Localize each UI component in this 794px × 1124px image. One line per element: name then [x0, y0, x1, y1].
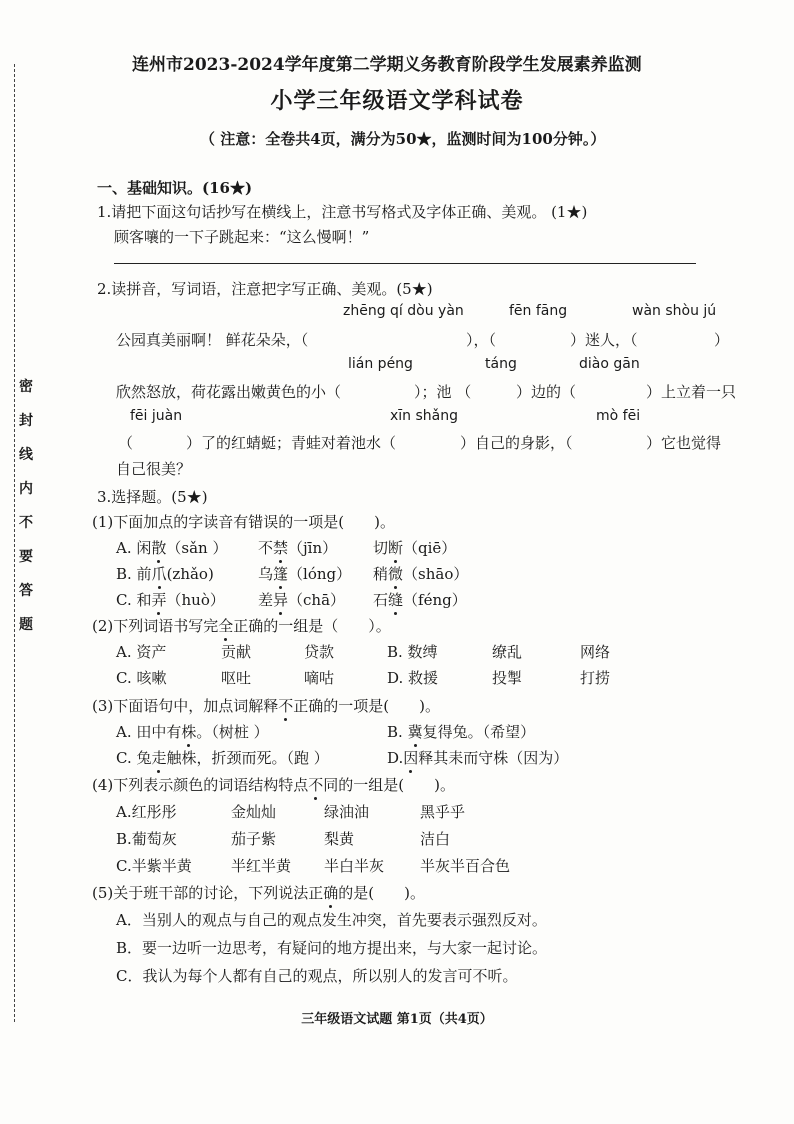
q3-4-option-c[interactable]: C.半紫半黄: [116, 857, 192, 875]
seal-char: 线: [19, 447, 33, 463]
q3-4-word: 半白半灰: [324, 857, 385, 875]
q3-2-word: 贷款: [304, 643, 335, 661]
q2-text: ）它也觉得: [646, 434, 722, 452]
q3-1-option-a3: 切断（qiē）: [373, 539, 457, 557]
pinyin: táng: [485, 356, 517, 372]
q2-text: 自己很美？: [116, 460, 192, 478]
q2-text: 公园真美丽啊！ 鲜花朵朵，（: [116, 331, 309, 349]
seal-char: 密: [19, 379, 33, 395]
q2-text: 欣然怒放，荷花露出嫩黄色的小（: [116, 383, 342, 401]
q3-3-stem: (3)下面语句中，加点词解释不正确的一项是( )。: [92, 697, 440, 715]
q3-4-word: 金灿灿: [231, 803, 277, 821]
q2-text: ），（: [466, 331, 497, 349]
q3-1-option-b3: 稍微（shāo）: [373, 565, 469, 583]
seal-char: 封: [19, 413, 33, 429]
q3-4-option-a[interactable]: A.红彤彤: [116, 803, 177, 821]
q1-prompt: 1.请把下面这句话抄写在横线上，注意书写格式及字体正确、美观。 (1★): [97, 203, 588, 221]
q3-4-word: 半灰半百合色: [420, 857, 511, 875]
q3-2-word: 网络: [580, 643, 611, 661]
exam-title: 连州市2023-2024学年度第二学期义务教育阶段学生发展素养监测: [132, 55, 642, 75]
seal-char: 答: [19, 583, 33, 599]
q3-2-option-c[interactable]: C. 咳嗽: [116, 669, 167, 687]
q3-2-option-a[interactable]: A. 资产: [116, 643, 167, 661]
q3-4-option-b[interactable]: B.葡萄灰: [116, 830, 177, 848]
q3-1-stem: (1)下面加点的字读音有错误的一项是( )。: [92, 513, 395, 531]
seal-char: 题: [19, 617, 33, 633]
pinyin: mò fēi: [596, 408, 641, 424]
q2-text: ）上立着一只: [646, 383, 737, 401]
pinyin: diào gān: [579, 356, 640, 372]
seal-line-notice: [16, 370, 36, 642]
q3-4-stem: (4)下列表示颜色的词语结构特点不同的一组是( )。: [92, 776, 455, 794]
q3-2-stem: (2)下列词语书写完全正确的一组是（ ）。: [92, 617, 391, 635]
q3-2-word: 呕吐: [221, 669, 252, 687]
q3-4-word: 梨黄: [324, 830, 355, 848]
q2-text: ）迷人，（: [570, 331, 638, 349]
q3-2-word: 嘀咕: [304, 669, 335, 687]
pinyin: fēn fāng: [509, 303, 568, 319]
q3-1-option-b2: 乌篷（lóng）: [258, 565, 352, 583]
q3-heading: 3.选择题。(5★): [97, 488, 208, 506]
q3-5-stem: (5)关于班干部的讨论，下列说法正确的是( )。: [92, 884, 425, 902]
q3-2-option-d[interactable]: D. 救援: [387, 669, 439, 687]
q3-1-option-b[interactable]: B. 前爪(zhǎo): [116, 565, 214, 583]
q3-1-option-c2: 差异（chā）: [258, 591, 346, 609]
q3-2-option-b[interactable]: B. 数缚: [387, 643, 438, 661]
section1-heading: 一、基础知识。(16★): [97, 179, 253, 197]
q3-2-word: 打捞: [580, 669, 611, 687]
seal-char: 不: [19, 515, 33, 531]
exam-note: （ 注意：全卷共4页，满分为50★，监测时间为100分钟。）: [200, 130, 606, 148]
q3-1-option-a2: 不禁（jīn）: [258, 539, 338, 557]
seal-char: 内: [19, 481, 33, 497]
pinyin: wàn shòu jú: [632, 303, 717, 319]
page-footer: 三年级语文试题 第1页（共4页）: [301, 1012, 493, 1027]
q2-text: ）边的（: [516, 383, 577, 401]
q3-5-option-b[interactable]: B．要一边听一边思考，有疑问的地方提出来，与大家一起讨论。: [116, 939, 548, 957]
q2-text: ）了的红蜻蜓；青蛙对着池水（: [186, 434, 397, 452]
q3-4-word: 洁白: [420, 830, 451, 848]
q2-text: ）；池 （: [414, 383, 472, 401]
q2-text: ）: [714, 331, 730, 349]
q2-text: （: [118, 434, 134, 452]
seal-char: 要: [19, 549, 33, 565]
q3-4-word: 绿油油: [324, 803, 370, 821]
q3-4-word: 黑乎乎: [420, 803, 466, 821]
pinyin: fēi juàn: [130, 408, 183, 424]
q3-1-option-c[interactable]: C. 和弄（huò）: [116, 591, 225, 609]
q3-2-word: 贡献: [221, 643, 252, 661]
q3-1-option-a[interactable]: A. 闲散（sǎn ）: [116, 539, 228, 557]
q3-1-option-c3: 石缝（féng）: [373, 591, 467, 609]
q3-3-option-a[interactable]: A. 田中有株。（树桩 ）: [116, 723, 269, 741]
q3-3-option-d[interactable]: D.因释其耒而守株（因为）: [387, 749, 569, 767]
pinyin: lián péng: [348, 356, 413, 372]
q1-sentence: 顾客嚷的一下子跳起来：“这么慢啊！”: [114, 228, 370, 246]
q2-prompt: 2.读拼音，写词语，注意把字写正确、美观。(5★): [97, 280, 433, 298]
q3-2-word: 缭乱: [492, 643, 523, 661]
q3-5-option-a[interactable]: A．当别人的观点与自己的观点发生冲突，首先要表示强烈反对。: [116, 911, 547, 929]
q1-answer-line[interactable]: [114, 263, 696, 264]
q3-3-option-c[interactable]: C. 兔走触株，折颈而死。（跑 ）: [116, 749, 329, 767]
q3-5-option-c[interactable]: C．我认为每个人都有自己的观点，所以别人的发言可不听。: [116, 967, 518, 985]
q3-3-option-b[interactable]: B. 冀复得兔。（希望）: [387, 723, 536, 741]
q3-4-word: 茄子紫: [231, 830, 277, 848]
pinyin: zhēng qí dòu yàn: [343, 303, 464, 319]
q3-2-word: 投掣: [492, 669, 523, 687]
q3-4-word: 半红半黄: [231, 857, 292, 875]
exam-subtitle: 小学三年级语文学科试卷: [270, 88, 524, 114]
pinyin: xīn shǎng: [390, 408, 459, 424]
q2-text: ）自己的身影，（: [460, 434, 573, 452]
